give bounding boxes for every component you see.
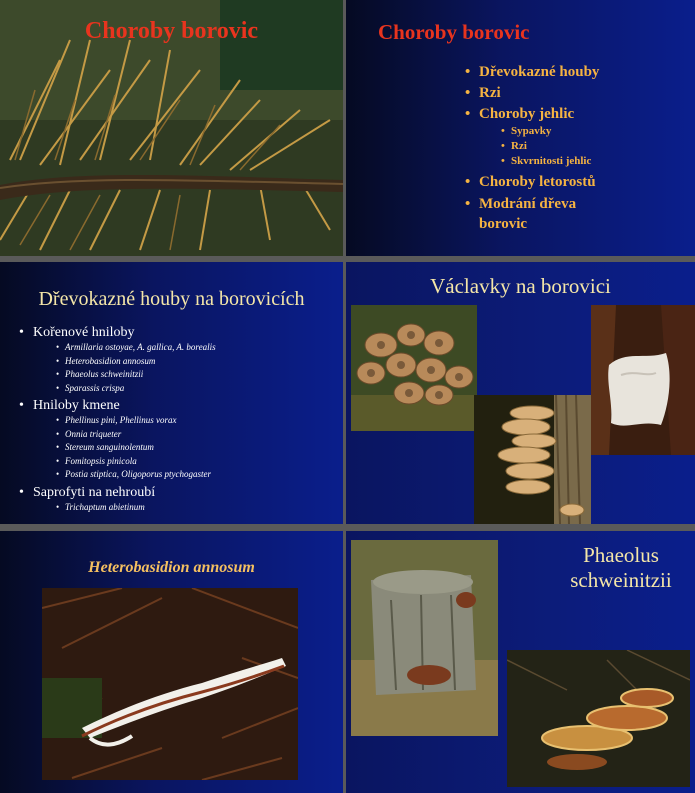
- sub-list-item: • Skvrnitosti jehlic: [501, 155, 592, 167]
- slide-2-list: [465, 62, 600, 234]
- sub-list-item: • Heterobasidion annosum: [56, 355, 156, 366]
- phaeolus-photo: [507, 650, 690, 787]
- mycelium-trunk-photo: [591, 305, 695, 455]
- group-1-sub: [56, 341, 216, 395]
- slide-6-title-line-1: Phaeolus: [583, 543, 659, 567]
- sub-list-item: • Sparassis crispa: [56, 382, 125, 393]
- bracket-fungi-photo: [474, 395, 591, 524]
- slide-5: [0, 531, 343, 793]
- sub-list-item: • Stereum sanguinolentum: [56, 442, 154, 452]
- slide-5-title: Heterobasidion annosum: [88, 559, 255, 576]
- list-item: • Dřevokazné houby: [465, 64, 600, 80]
- group-3-sub: [56, 501, 216, 515]
- group-2-sub: [56, 414, 216, 482]
- slide-6: [346, 531, 695, 793]
- slide-3-content: [19, 324, 216, 514]
- sub-list-item: • Rzi: [501, 140, 527, 152]
- sub-list-item: • Phellinus pini, Phellinus vorax: [56, 415, 177, 425]
- slide-4: [346, 262, 695, 524]
- slide-1-title: Choroby borovic: [84, 18, 259, 44]
- list-item: • Rzi: [465, 85, 501, 101]
- slide-3: [0, 262, 343, 524]
- sub-list-item: • Onnia triqueter: [56, 428, 122, 439]
- slide-1: [0, 0, 343, 256]
- group-3: • Saprofyti na nehroubí: [19, 484, 156, 500]
- sub-list-item: • Fomitopsis pinicola: [56, 455, 137, 466]
- slide-2-title: Choroby borovic: [378, 20, 530, 44]
- stump-photo: [351, 540, 498, 736]
- group-1: • Kořenové hniloby: [19, 325, 135, 340]
- sub-list-item: • Postia stiptica, Oligoporus ptychogaster: [56, 469, 211, 479]
- group-2: • Hniloby kmene: [19, 398, 120, 413]
- honey-fungus-photo: [351, 305, 477, 431]
- slide-6-title-line-2: schweinitzii: [570, 568, 672, 592]
- slide-6-title: [546, 543, 695, 593]
- slide-2: [346, 0, 695, 256]
- slide-4-title: Václavky na borovici: [430, 274, 611, 298]
- list-item: • Modrání dřeva borovic: [465, 196, 577, 232]
- sub-list-item: • Phaeolus schweinitzii: [56, 369, 144, 379]
- slide-3-title: Dřevokazné houby na borovicích: [38, 288, 305, 310]
- heterobasidion-photo: [42, 588, 298, 780]
- sub-list-item: • Sypavky: [501, 125, 552, 137]
- sub-list-item: • Trichaptum abietinum: [56, 501, 145, 512]
- list-item: • Choroby letorostů: [465, 174, 596, 190]
- list-item: • Choroby jehlic • Sypavky • Rzi • Skvrnitosti jehlic: [479, 104, 599, 169]
- sub-list-item: • Armillaria ostoyae, A. gallica, A. borealis: [56, 342, 216, 352]
